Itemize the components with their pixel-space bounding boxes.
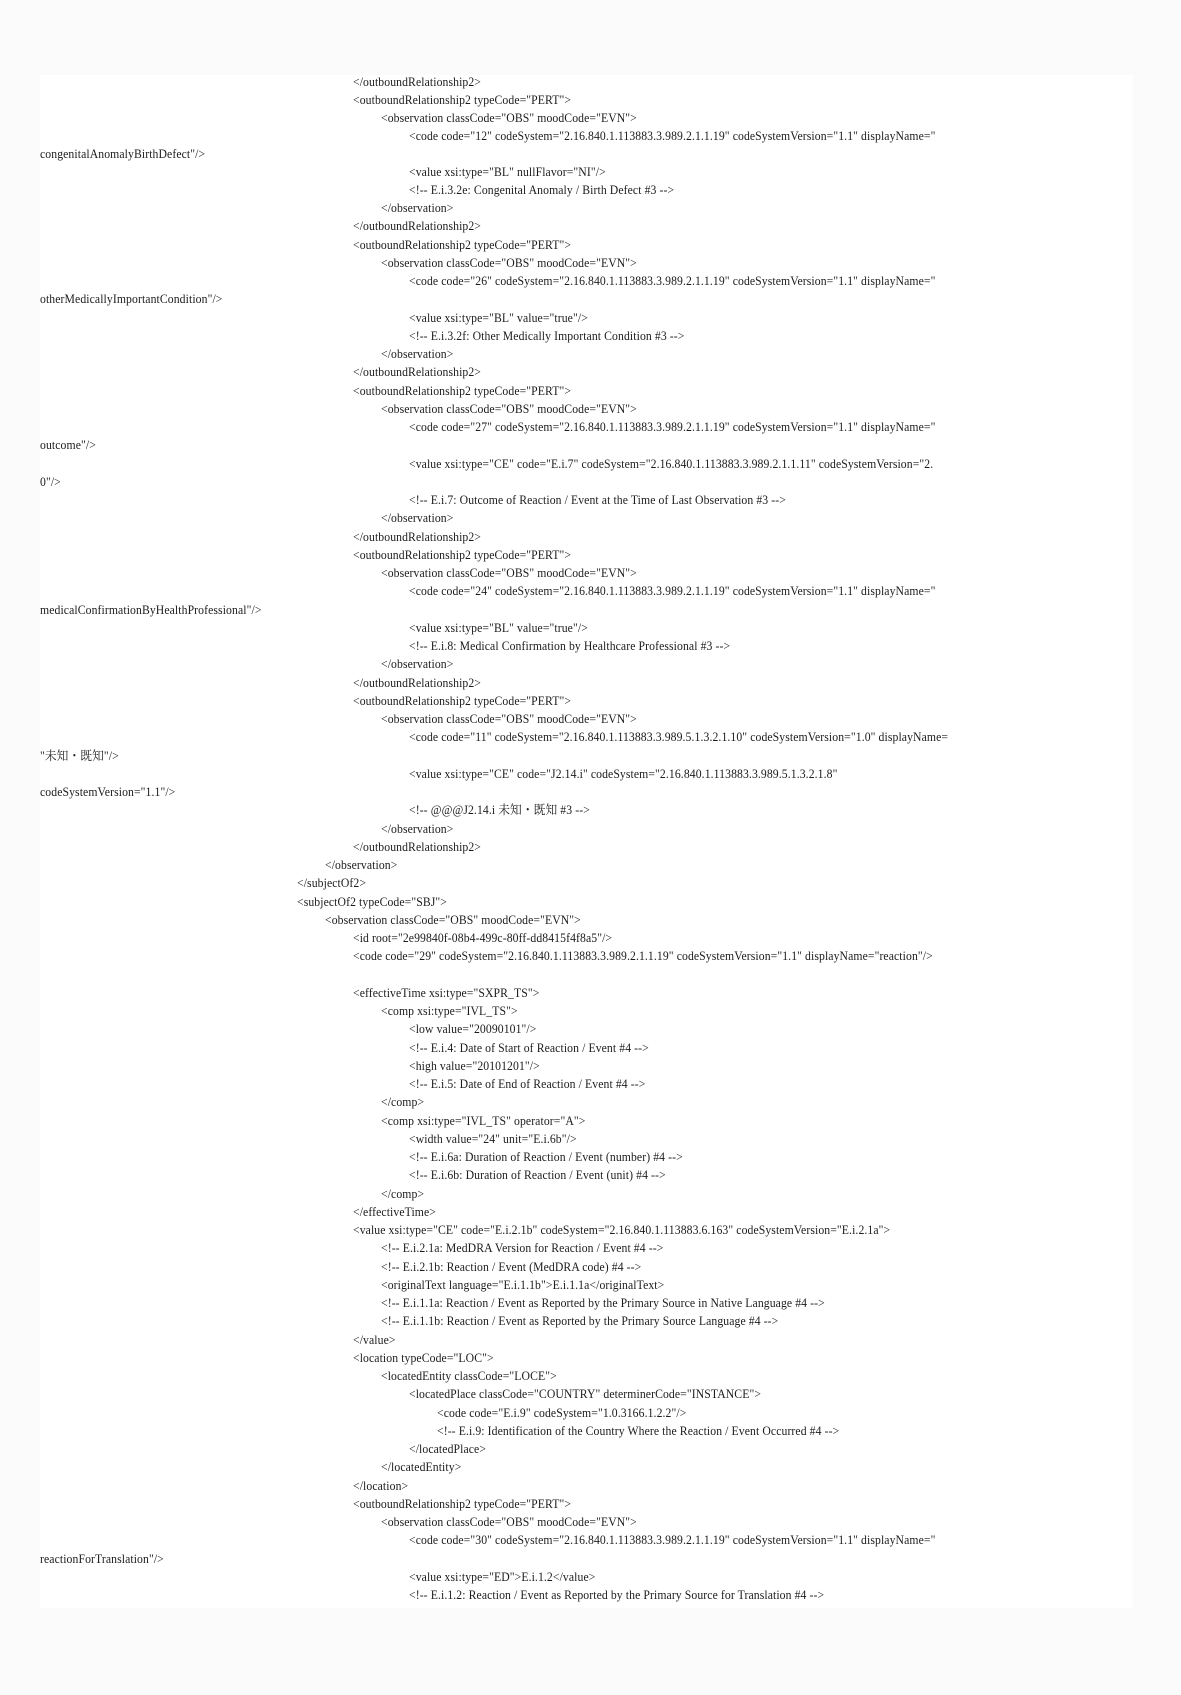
code-line: </comp> — [381, 1095, 425, 1109]
code-line: <!-- E.i.6a: Duration of Reaction / Event (number) #4 --> — [409, 1150, 683, 1164]
code-line: </locatedEntity> — [381, 1460, 462, 1474]
code-line: </observation> — [381, 822, 454, 836]
code-line: <value xsi:type="CE" code="J2.14.i" codeSystem="2.16.840.1.113883.3.989.5.1.3.2.1.8" — [409, 767, 838, 781]
code-line: <!-- E.i.6b: Duration of Reaction / Event (unit) #4 --> — [409, 1168, 666, 1182]
code-line: <code code="26" codeSystem="2.16.840.1.113883.3.989.2.1.1.19" codeSystemVersion="1.1" displayName=" — [409, 274, 936, 288]
code-line: <outboundRelationship2 typeCode="PERT"> — [353, 93, 572, 107]
code-line: <outboundRelationship2 typeCode="PERT"> — [353, 694, 572, 708]
code-line: medicalConfirmationByHealthProfessional"/> — [40, 603, 262, 617]
code-line: </outboundRelationship2> — [353, 840, 482, 854]
code-line: <code code="30" codeSystem="2.16.840.1.113883.3.989.2.1.1.19" codeSystemVersion="1.1" displayName=" — [409, 1533, 936, 1547]
code-line: reactionForTranslation"/> — [40, 1552, 164, 1566]
code-line: <location typeCode="LOC"> — [353, 1351, 494, 1365]
code-line: congenitalAnomalyBirthDefect"/> — [40, 147, 206, 161]
code-line: <low value="20090101"/> — [409, 1022, 537, 1036]
code-line: <observation classCode="OBS" moodCode="EVN"> — [381, 712, 637, 726]
code-line: </outboundRelationship2> — [353, 676, 482, 690]
code-line: <code code="27" codeSystem="2.16.840.1.113883.3.989.2.1.1.19" codeSystemVersion="1.1" displayName=" — [409, 420, 936, 434]
code-line: <value xsi:type="BL" value="true"/> — [409, 311, 588, 325]
code-line: "未知・既知"/> — [40, 749, 119, 763]
code-line: <code code="11" codeSystem="2.16.840.1.113883.3.989.5.1.3.2.1.10" codeSystemVersion="1.0" displayName= — [409, 730, 949, 744]
code-line: codeSystemVersion="1.1"/> — [40, 785, 176, 799]
code-line: <!-- E.i.2.1b: Reaction / Event (MedDRA code) #4 --> — [381, 1260, 642, 1274]
code-line: </comp> — [381, 1187, 425, 1201]
code-line: outcome"/> — [40, 438, 96, 452]
code-line: <!-- @@@J2.14.i 未知・既知 #3 --> — [409, 803, 590, 817]
code-line: <observation classCode="OBS" moodCode="EVN"> — [381, 111, 637, 125]
code-line: <width value="24" unit="E.i.6b"/> — [409, 1132, 577, 1146]
code-line: </observation> — [381, 657, 454, 671]
code-line: <observation classCode="OBS" moodCode="EVN"> — [381, 566, 637, 580]
code-line: <observation classCode="OBS" moodCode="EVN"> — [381, 256, 637, 270]
code-line: <outboundRelationship2 typeCode="PERT"> — [353, 548, 572, 562]
code-line: </outboundRelationship2> — [353, 75, 482, 89]
code-line: <!-- E.i.1.1a: Reaction / Event as Reported by the Primary Source in Native Language #4 --> — [381, 1296, 825, 1310]
code-line: <!-- E.i.1.2: Reaction / Event as Reported by the Primary Source for Translation #4 --> — [409, 1588, 825, 1602]
code-line: <!-- E.i.9: Identification of the Country Where the Reaction / Event Occurred #4 --> — [437, 1424, 840, 1438]
code-line: 0"/> — [40, 475, 61, 489]
code-line: <code code="E.i.9" codeSystem="1.0.3166.1.2.2"/> — [437, 1406, 687, 1420]
code-line: </subjectOf2> — [297, 876, 367, 890]
code-line: </observation> — [325, 858, 398, 872]
code-line: </value> — [353, 1333, 396, 1347]
code-line: <value xsi:type="ED">E.i.1.2</value> — [409, 1570, 596, 1584]
code-line: <id root="2e99840f-08b4-499c-80ff-dd8415f4f8a5"/> — [353, 931, 613, 945]
code-line: <effectiveTime xsi:type="SXPR_TS"> — [353, 986, 540, 1000]
code-line: <!-- E.i.2.1a: MedDRA Version for Reaction / Event #4 --> — [381, 1241, 664, 1255]
code-line: </effectiveTime> — [353, 1205, 437, 1219]
code-line: <locatedEntity classCode="LOCE"> — [381, 1369, 557, 1383]
code-line: <!-- E.i.5: Date of End of Reaction / Event #4 --> — [409, 1077, 646, 1091]
code-line: <code code="29" codeSystem="2.16.840.1.113883.3.989.2.1.1.19" codeSystemVersion="1.1" displayName="reaction"/> — [353, 949, 933, 963]
code-line: <observation classCode="OBS" moodCode="EVN"> — [381, 1515, 637, 1529]
code-line: <!-- E.i.3.2e: Congenital Anomaly / Birth Defect #3 --> — [409, 183, 675, 197]
code-line: <!-- E.i.3.2f: Other Medically Important Condition #3 --> — [409, 329, 685, 343]
code-line: <observation classCode="OBS" moodCode="EVN"> — [381, 402, 637, 416]
code-line: </locatedPlace> — [409, 1442, 487, 1456]
code-line: <locatedPlace classCode="COUNTRY" determinerCode="INSTANCE"> — [409, 1387, 762, 1401]
document-page — [40, 75, 1133, 1608]
code-line: <!-- E.i.7: Outcome of Reaction / Event at the Time of Last Observation #3 --> — [409, 493, 786, 507]
code-line: <subjectOf2 typeCode="SBJ"> — [297, 895, 447, 909]
code-line: <value xsi:type="BL" nullFlavor="NI"/> — [409, 165, 606, 179]
code-line: <value xsi:type="CE" code="E.i.7" codeSystem="2.16.840.1.113883.3.989.2.1.1.11" codeSystemVersion="2. — [409, 457, 934, 471]
code-line: </outboundRelationship2> — [353, 530, 482, 544]
code-line: <comp xsi:type="IVL_TS"> — [381, 1004, 518, 1018]
code-line: <outboundRelationship2 typeCode="PERT"> — [353, 238, 572, 252]
code-line: <value xsi:type="CE" code="E.i.2.1b" codeSystem="2.16.840.1.113883.6.163" codeSystemVersion="E.i.2.1a"> — [353, 1223, 891, 1237]
code-line: <observation classCode="OBS" moodCode="EVN"> — [325, 913, 581, 927]
code-line: <comp xsi:type="IVL_TS" operator="A"> — [381, 1114, 586, 1128]
code-line: <code code="24" codeSystem="2.16.840.1.113883.3.989.2.1.1.19" codeSystemVersion="1.1" displayName=" — [409, 584, 936, 598]
code-line: <!-- E.i.1.1b: Reaction / Event as Reported by the Primary Source Language #4 --> — [381, 1314, 779, 1328]
code-line: <!-- E.i.4: Date of Start of Reaction / Event #4 --> — [409, 1041, 649, 1055]
code-line: </observation> — [381, 511, 454, 525]
code-line: otherMedicallyImportantCondition"/> — [40, 292, 223, 306]
code-line: </outboundRelationship2> — [353, 365, 482, 379]
code-line: <originalText language="E.i.1.1b">E.i.1.1a</originalText> — [381, 1278, 665, 1292]
code-line: </observation> — [381, 201, 454, 215]
code-line: <!-- E.i.8: Medical Confirmation by Healthcare Professional #3 --> — [409, 639, 731, 653]
code-line: </outboundRelationship2> — [353, 219, 482, 233]
code-line: </observation> — [381, 347, 454, 361]
code-line: </location> — [353, 1479, 409, 1493]
code-line: <code code="12" codeSystem="2.16.840.1.113883.3.989.2.1.1.19" codeSystemVersion="1.1" displayName=" — [409, 129, 936, 143]
code-line: <outboundRelationship2 typeCode="PERT"> — [353, 1497, 572, 1511]
code-line: <outboundRelationship2 typeCode="PERT"> — [353, 384, 572, 398]
code-line: <high value="20101201"/> — [409, 1059, 540, 1073]
code-line: <value xsi:type="BL" value="true"/> — [409, 621, 588, 635]
